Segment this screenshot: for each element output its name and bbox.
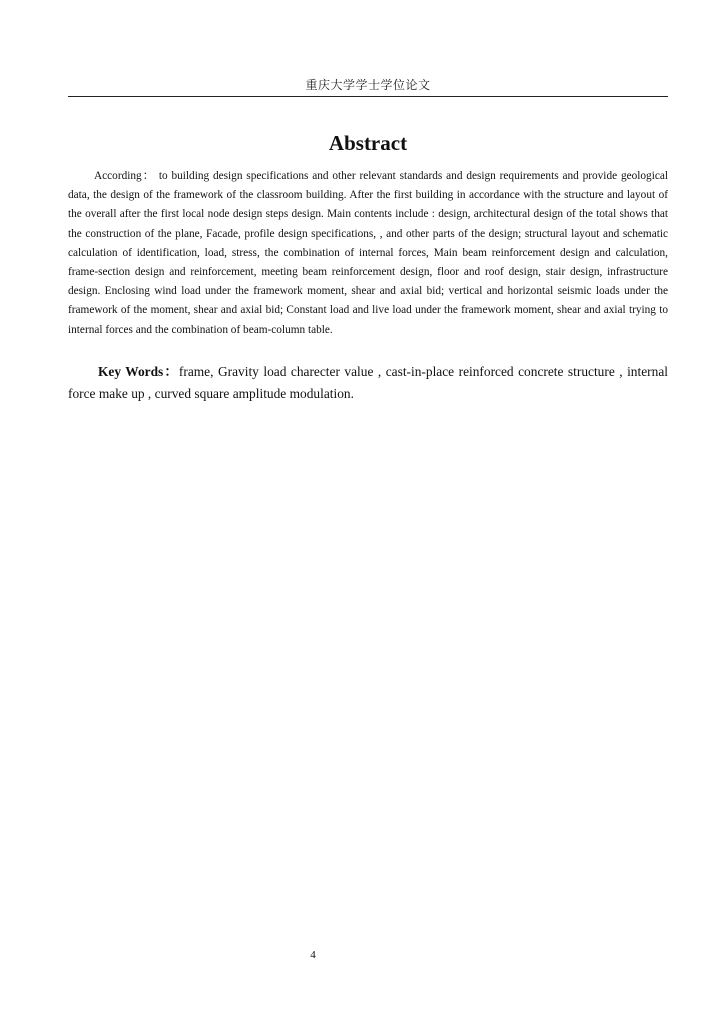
header-divider: [68, 96, 668, 97]
abstract-text: to building design specifications and other relevant standards and design requirements and provide geological data, the design of the framework of the classroom building. After the first building in accordance with the structure and layout of the overall after the first local node design steps design. Main contents include : design, architectural design of the total shows that the construction of the plane, Facade, profile design specifications, , and other parts of the design; structural layout and schematic calculation of identification, load, stress, the combination of internal forces, Main beam reinforcement design and calculation, frame-section design and reinforcement, meeting beam reinforcement design, floor and roof design, stair design, infrastructure design. Enclosing wind load under the framework moment, shear and axial bid; vertical and horizontal seismic loads under the framework of the moment, shear and axial bid; Constant load and live load under the framework moment, shear and axial trying to internal forces and the combination of beam-column table.: [68, 170, 668, 336]
abstract-lead-word: According：: [94, 170, 156, 182]
abstract-paragraph: [68, 167, 668, 340]
abstract-heading: Abstract: [328, 131, 408, 155]
keywords-text: frame, Gravity load charecter value , cast-in-place reinforced concrete structure , internal force make up , curved square amplitude modulation.: [68, 364, 668, 401]
keywords-paragraph: [68, 361, 668, 405]
page-number: 4: [310, 949, 316, 961]
running-header: 重庆大学学士学位论文: [305, 78, 431, 92]
keywords-label: Key Words：: [98, 364, 179, 379]
